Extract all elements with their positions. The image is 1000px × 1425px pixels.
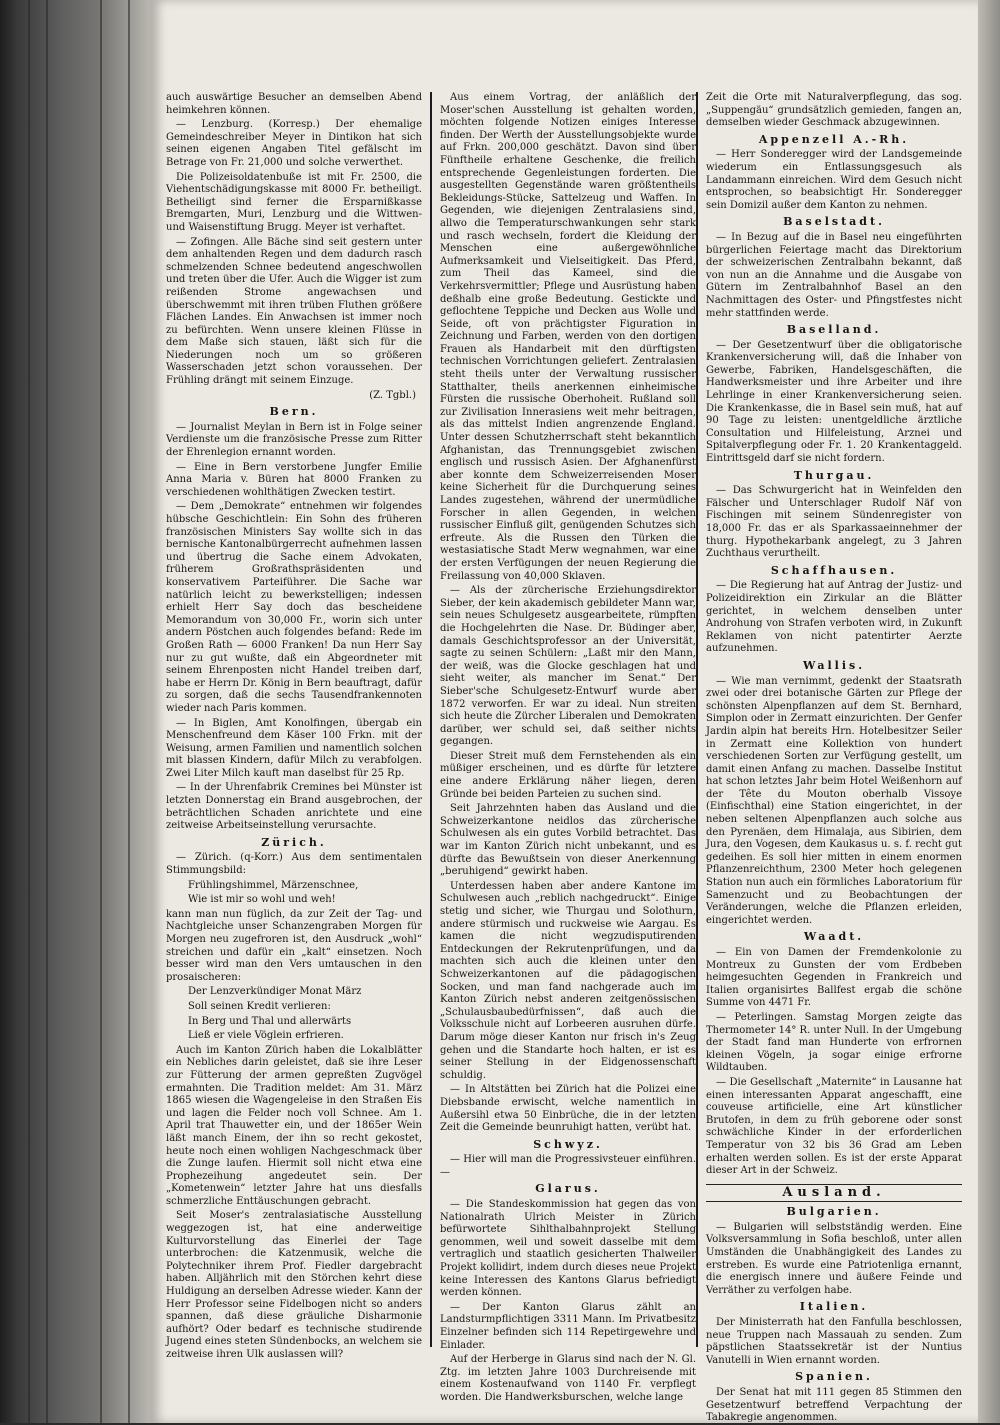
article-text: — Die Standeskommission hat gegen das von Nationalrath Ulrich Meister in Zürich befürwortete Sihlthalbahnprojekt Stellung genommen, weil und soweit dasselbe mit dem vertraglich und staatlich gesicherten Thalweiler Projekt kollidirt, indem durch dieses neue Projekt keine Interessen des Kantons Glarus befriedigt werden können. [440,1199,696,1299]
spine-line [128,0,130,1423]
source-credit: (Z. Tgbl.) [369,389,416,401]
article-text: — Zürich. (q-Korr.) Aus dem sentimentalen Stimmungsbild: [166,852,422,877]
section-heading-schwyz: Schwyz. [533,1137,603,1151]
article-text: — Die Gesellschaft „Maternite“ in Lausanne hat einen interessanten Apparat angeschafft, eine couveuse artificielle, eine Art künstlicher Brutofen, in dem zu früh geborene oder sonst schwächliche Kinder in der erforderlichen Temperatur von 32 bis 36 Grad am Leben erhalten werden sollen. Es ist der erste Apparat dieser Art in der Schweiz. [706,1076,962,1177]
article-text: Dieser Streit muß dem Fernstehenden als ein müßiger erscheinen, und es dürfte für letztere eine andere Erklärung näher liegen, deren Gründe bei beiden Parteien zu suchen sind. [440,750,696,800]
verse-line: Der Lenzverkündiger Monat März [188,986,362,998]
article-lenzburg: — Lenzburg. (Korresp.) Der ehemalige Gemeindeschreiber Meyer in Dintikon hat sich seinen eigenen Angaben Titel gefälscht im Betrage von Fr. 21,000 und solche verwerthet. [166,119,422,168]
article-text: — Das Schwurgericht hat in Weinfelden den Fälscher und Unterschlager Rudolf Näf von Fischingen mit seinem Sündenregister von 18,000 Fr. das er als Sparkassaeinnehmer der thurg. Hypothekarbank angelegt, zu 3 Jahren Zuchthaus verurtheilt. [706,485,962,560]
section-heading-baselstadt: Baselstadt. [783,215,885,229]
article-text: — Der Kanton Glarus zählt an Landsturmpflichtigen 3311 Mann. Im Privatbesitz Einzelner befinden sich 114 Repetirgewehre und Einlader. [440,1301,696,1351]
article-text: Aus einem Vortrag, der anläßlich der Moser'schen Ausstellung ist gehalten worden, möchten folgende Notizen einiges Interesse finden. Der Werth der Ausstellungsobjekte wurde auf Frkn. 200,000 geschätzt. Davon sind über Fünftheile erhaltene Geschenke, die freilich entsprechende Gegenleistungen forderten. Die ausgestellten Gegenstände waren größtentheils Bekleidungs-Stücke, Sattelzeug und Waffen. In Gegenden, wie diejenigen Zentralasiens sind, allwo die Temperaturschwankungen sehr stark und rasch wechseln, fordert die Kleidung der Menschen eine außergewöhnliche Aufmerksamkeit und Vielseitigkeit. Das Pferd, zum Theil das Kameel, sind die Verkehrsvermittler; Pflege und Ausrüstung haben deßhalb eine große Bedeutung. Gestickte und geflochtene Teppiche und Decken aus Wolle und Seide, oft von prächtigster Figuration in Zeichnung und Farben, werden von den dortigen Frauen als Handarbeit mit den dürftigsten technischen Vorrichtungen geliefert. Zentralasien steht theils unter der Verwaltung russischer Statthalter, theils anerkennen einheimische Fürsten die russische Oberhoheit. Rußland soll zur Zivilisation Innerasiens weit mehr beitragen, als das mittelst Indien angrenzende England. Unter dessen Schutzherrschaft steht bekanntlich Afghanistan, das Trennungsgebiet zwischen englisch und russisch Asien. Der Afghanenfürst aber konnte dem Schweizerreisenden Moser keine Sicherheit für die Durchquerung seines Landes zugestehen, während der unermüdliche Forscher in allen Gegenden, in welchen russischer Einfluß gilt, genügenden Schutzes sich erfreute. Als die Russen den Türken die westasiatische Stadt Merw wegnahmen, war eine der ersten Verfügungen der neuen Regierung die Freilassung von 40,000 Sklaven. [440,92,696,582]
section-heading-thurgau: Thurgau. [793,468,875,482]
article-text: — Die Regierung hat auf Antrag der Justiz- und Polizeidirektion ein Zirkular an die Blätter gerichtet, in welchem denselben unter Androhung von Strafen verboten wird, in Zukunft Reklamen von nicht patentirter Aerzte aufzunehmen. [706,580,962,655]
article-text: — In Altstätten bei Zürich hat die Polizei eine Diebsbande erwischt, welche namentlich in Außersihl etwa 50 Einbrüche, die in der letzten Zeit die Gemeinde beunruhigt hatten, verübt hat. [440,1084,696,1134]
article-text: — Eine in Bern verstorbene Jungfer Emilie Anna Maria v. Büren hat 8000 Franken zu verschiedenen wohlthätigen Zwecken testirt. [166,461,422,498]
page-edge [978,0,1000,1423]
section-heading-glarus: Glarus. [535,1182,601,1196]
section-heading-zurich: Zürich. [261,835,327,849]
column-rule [430,92,432,1347]
article-text: Die Polizeisoldatenbuße ist mit Fr. 2500, die Viehentschädigungskasse mit 8000 Fr. betheiligt. Betheiligt sind ferner die Ersparnißkasse Bremgarten, Muri, Lenzburg und die Wittwen- und Waisenstiftung Brugg. Meyer ist verhaftet. [166,171,422,233]
spine-line [100,0,102,1423]
article-text: Unterdessen haben aber andere Kantone im Schulwesen auch „reblich nachgedruckt“. Einige stetig und sicher, wie Thurgau und Solothurn, andere stürmisch und ruckweise wie Aargau. Es kamen die nicht wegzudisputirenden Entdeckungen der Rekrutenprüfungen, und da machten sich auch die kleinen unter den Schweizerkantonen auf die pädagogischen Socken, und man fand nachgerade auch im Kanton Zürich nebst anderen zeitgenössischen „Schulausbaubedürfnissen“, daß auch die Volksschule nicht auf Lorbeeren ausruhen dürfe. Darum möge dieser Kanton nur frisch in's Zeug gehen und die Standarte hoch halten, er ist es seiner Stellung in der Eidgenossenschaft schuldig. [440,880,696,1081]
verse-line: Ließ er viele Vöglein erfrieren. [188,1030,344,1042]
article-text: — Bulgarien will selbstständig werden. Eine Volksversammlung in Sofia beschloß, unter allen Umständen die Unabhängigkeit des Landes zu erstreben. Es wurde eine Patriotenliga ernannt, die energisch innere und äußere Feinde und Verräther zu verfolgen habe. [706,1221,962,1296]
article-text: Seit Moser's zentralasiatische Ausstellung weggezogen ist, hat eine anderweitige Kulturvorstellung das Einerlei der Tage unterbrochen: die Katzenmusik, welche die Polytechniker ihrem Prof. Fiedler dargebracht haben. Alljährlich mit den Störchen kehrt diese Huldigung an derselben Adresse wieder. Kann der Herr Professor seine Fidelbogen nicht so anders spannen, daß diese gräuliche Disharmonie aufhört? Oder bedarf es technische studirende Jugend eines steten Sündenbocks, an welchem sie zeitweise ihren Ulk auslassen will? [166,1210,422,1360]
article-text: — Wie man vernimmt, gedenkt der Staatsrath zwei oder drei botanische Gärten zur Pflege der schönsten Alpenpflanzen auf dem St. Bernhard, Simplon oder in Zermatt einzurichten. Der Genfer Jardin alpin hat bereits Hrn. Hotelbesitzer Seiler in Zermatt eine Kollektion von hundert verschiedenen Sorten zur Verfügung gestellt, um damit einen Anfang zu machen. Dasselbe Institut hat schon letztes Jahr beim Hotel Weißenhorn auf der Tête du Mouton oberhalb Vissoye (Einfischthal) eine Station eingerichtet, in der neben seltenen Alpenpflanzen auch solche aus den Pyrenäen, dem Himalaja, aus Sibirien, dem Jura, den Vogesen, dem Kaukasus u. s. f. recht gut gedeihen. Es soll hier mitten in einem enormen Pflanzenreichthum, 2300 Meter hoch gelegenen Station nun auch ein förmliches Laboratorium für Samenzucht und zu Beobachtungen der Veränderungen, welche die Pflanzen erleiden, eingerichtet werden. [706,675,962,926]
verse-line: Frühlingshimmel, Märzenschnee, [188,879,359,891]
article-text: Auf der Herberge in Glarus sind nach der N. Gl. Ztg. im letzten Jahre 1003 Durchreisende mit einem Kostenaufwand von 1140 Fr. verpflegt worden. Die Handwerksburschen, welche lange [440,1354,696,1403]
article-text: — Als der zürcherische Erziehungsdirektor Sieber, der kein akademisch gebildeter Mann war, sein neues Schulgesetz ausgearbeitete, rümpften die Hochgelehrten die Nase. Dr. Büdinger aber, damals Geschichtsprofessor an der Universität, sagte zu seinen Schülern: „Laßt mir den Mann, der weiß, was die Glocke geschlagen hat und sieht weiter, als mancher im Senat.“ Der Sieber'sche Schulgesetz-Entwurf wurde aber 1872 verworfen. Er war zu ideal. Nun streiten sich heute die Zürcher Liberalen und Demokraten darüber, wer schuld sei, daß seither nichts gegangen. [440,585,696,748]
article-text: auch auswärtige Besucher an demselben Abend heimkehren können. [166,92,422,116]
column-2 [440,92,696,1403]
article-text: — Herr Sonderegger wird der Landsgemeinde wiederum ein Entlassungsgesuch als Landammann einreichen. Wird dem Gesuch nicht entsprochen, so beabsichtigt Hr. Sonderegger sein Domizil außer dem Kanton zu nehmen. [706,149,962,211]
book-binding [0,0,150,1423]
spine-line [46,0,48,1423]
column-3 [706,92,962,1424]
section-heading-wallis: Wallis. [802,658,866,672]
article-text: Der Ministerrath hat den Fanfulla beschlossen, neue Truppen nach Massauah zu senden. Zum päpstlichen Staatssekretär ist der Nuntius Vanutelli in Wien ernannt worden. [706,1317,962,1366]
section-heading-bulgarien: Bulgarien. [786,1205,882,1219]
article-text: — In Bezug auf die in Basel neu eingeführten bürgerlichen Feiertage macht das Direktorium der schweizerischen Zentralbahn bekannt, daß von nun an die Annahme und die Ausgabe von Gütern im Zentralbahnhof Basel an den Nachmittagen des Oster- und Pfingstfestes nicht mehr stattfinden werde. [706,231,962,319]
column-rule [696,92,698,1347]
section-heading-italien: Italien. [799,1300,869,1314]
spine-line [28,0,30,1423]
article-text: — Hier will man die Progressivsteuer einführen. — [440,1154,696,1178]
article-text: — Ein von Damen der Fremdenkolonie zu Montreux zu Gunsten der vom Erdbeben heimgesuchten Gegenden in Frankreich und Italien organisirtes Ballfest ergab die schöne Summe von 4471 Fr. [706,947,962,1009]
article-zofingen: — Zofingen. Alle Bäche sind seit gestern unter dem anhaltenden Regen und dem dadurch rasch schmelzenden Schnee bedeutend angeschwollen und treten über die Ufer. Auch die Wigger ist zum reißenden Strome angewachsen und überschwemmt mit ihren trüben Fluthen größere Flächen Landes. Ein Anwachsen ist immer noch zu befürchten. Wenn unsere kleinen Flüsse in dem Maße sich stauen, läßt sich für die Niederungen noch um so größeren Wasserschaden jetzt schon voraussehen. Der Frühling drängt mit seinem Einzuge. [166,236,422,387]
article-text: Auch im Kanton Zürich haben die Lokalblätter ein Nebliches darin geleistet, daß sie ihre Leser zur Fütterung der armen gepreßten Zugvögel ermahnten. Die Tradition meldet: Am 31. März 1865 wiesen die Wagengeleise in den Straßen Eis und lagen die Felder noch voll Schnee. Am 1. April trat Thauwetter ein, und der 1865er Wein läßt manch Einem, der ihn so recht gekostet, heute noch einen wohligen Nachgeschmack über die Zunge laufen. Hiermit soll nicht etwa eine Prophezeihung angedeutet sein. Der „Kometenwein“ letzter Jahre hat uns diesfalls schmerzliche Enttäuschungen gebracht. [166,1044,422,1207]
column-1 [166,92,422,1360]
section-heading-baselland: Baselland. [786,323,882,337]
article-text: Seit Jahrzehnten haben das Ausland und die Schweizerkantone neidlos das zürcherische Schulwesen als ein gutes Vorbild betrachtet. Das war im Kanton Zürich nicht unbekannt, und es dürfte das Bewußtsein von dieser Anerkennung „beruhigend“ gewirkt haben. [440,803,696,878]
section-heading-bern: Bern. [269,405,319,419]
article-text: — Peterlingen. Samstag Morgen zeigte das Thermometer 14° R. unter Null. In der Umgebung der Stadt fand man Hunderte von erfrornen kleinen Vögeln, ja sogar einige erfrorne Wildtauben. [706,1011,962,1074]
article-text: — In der Uhrenfabrik Cremines bei Münster ist letzten Donnerstag ein Brand ausgebrochen, der beträchtlichen Schaden anrichtete und eine zeitweise Arbeitseinstellung verursachte. [166,782,422,832]
article-text: — Dem „Demokrate“ entnehmen wir folgendes hübsche Geschichtlein: Ein Sohn des früheren französischen Ministers Say wollte sich in das bernische Kantonalbürgerrecht aufnehmen lassen und übertrug die Sache einem Advokaten, früherem Großrathspräsidenten und konservativem Parteiführer. Die Sache war natürlich leicht zu bewerkstelligen; indessen erhielt Herr Say doch das bescheidene Memorandum von 30,000 Fr., worin sich unter andern Pöstchen auch folgendes befand: Rede im Großen Rath — 6000 Franken! Da nun Herr Say nur zu gut wußte, daß ein Abgeordneter mit seinem Ehrenposten nicht Handel treiben darf, habe er Herrn Dr. König in Bern beauftragt, dafür zu sorgen, daß die sechs Tausendfrankennoten wieder nach Paris kommen. [166,501,422,714]
article-text: kann man nun füglich, da zur Zeit der Tag- und Nachtgleiche unser Schanzengraben Morgen für Morgen neu zugefroren ist, den Ausdruck „wohl“ streichen und dafür ein „kalt“ einsetzen. Noch besser wird man den Vers umtauschen in den prosaischeren: [166,908,422,983]
section-heading-ausland: Ausland. [706,1184,962,1203]
verse-line: Wie ist mir so wohl und weh! [188,894,336,906]
section-heading-waadt: Waadt. [803,930,865,944]
verse-line: In Berg und Thal und allerwärts [188,1015,352,1027]
article-text: — Journalist Meylan in Bern ist in Folge seiner Verdienste um die französische Presse zum Ritter der Ehrenlegion ernannt worden. [166,421,422,459]
verse-line: Soll seinen Kredit verlieren: [188,1000,331,1012]
section-heading-spanien: Spanien. [795,1370,873,1384]
article-text: Zeit die Orte mit Naturalverpflegung, das sog. „Suppengäu“ grundsätzlich gemieden, fangen an, demselben wieder Geschmack abzugewinnen. [706,92,962,129]
section-heading-appenzell: Appenzell A.-Rh. [758,132,910,146]
section-heading-schaffhausen: Schaffhausen. [770,563,898,577]
article-text: — In Biglen, Amt Konolfingen, übergab ein Menschenfreund dem Käser 100 Frkn. mit der Weisung, armen Familien und namentlich solchen mit blassen Kindern, dafür Milch zu verabfolgen. Zwei Liter Milch kauft man daselbst für 25 Rp. [166,717,422,779]
article-text: Der Senat hat mit 111 gegen 85 Stimmen den Gesetzentwurf betreffend Verpachtung der Tabakregie angenommen. [706,1387,962,1424]
article-text: — Der Gesetzentwurf über die obligatorische Krankenversicherung will, daß die Inhaber von Gewerbe, Fabriken, Handelsgeschäften, die Handwerksmeister und ihre Arbeiter und ihre Lehrlinge in einer Krankenversicherung seien. Die Krankenkasse, die in Basel sein muß, hat auf 90 Tage zu leisten: unentgeldliche ärztliche Consultation und Hilfeleistung, Arznei und Spitalverpflegung oder Fr. 1. 20 Krankentaggeld. Eintrittsgeld darf sie nicht fordern. [706,339,962,465]
